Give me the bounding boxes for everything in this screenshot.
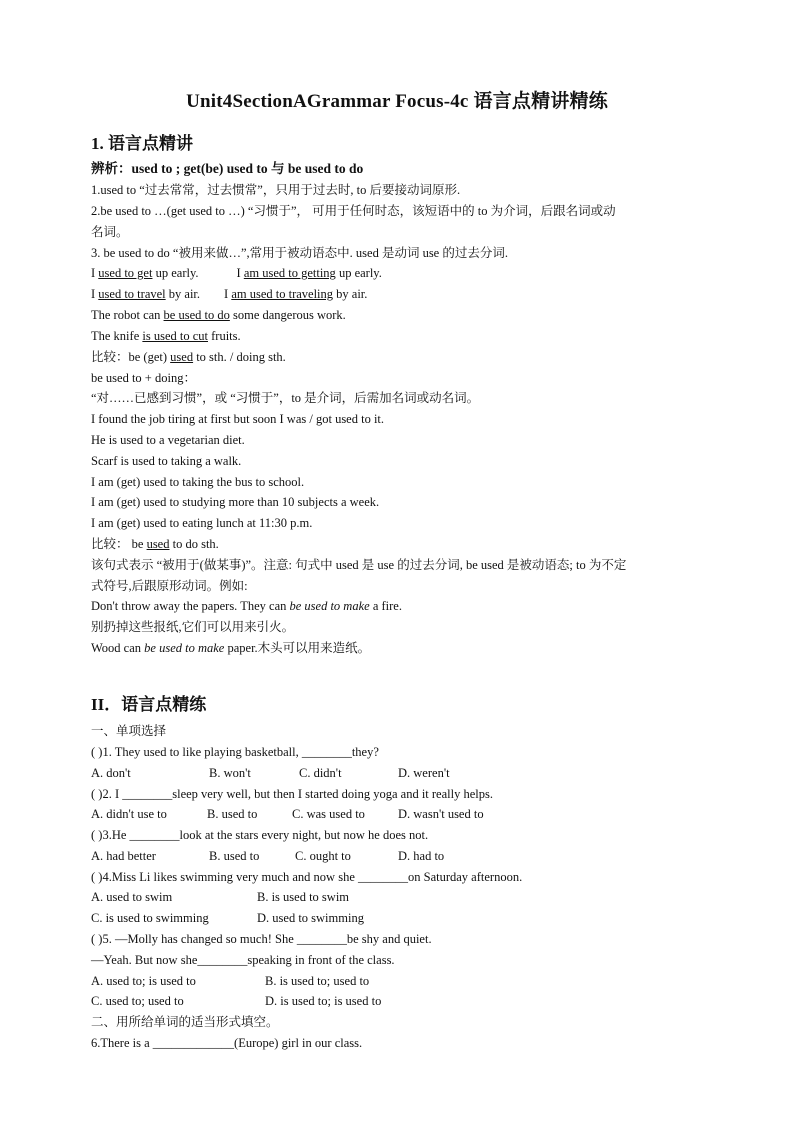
underlined-phrase: is used to cut	[142, 329, 208, 343]
part-heading: 二、用所给单词的适当形式填空。	[91, 1015, 279, 1029]
text: I	[91, 266, 99, 280]
text: up early.	[335, 266, 382, 280]
example-line	[91, 640, 370, 656]
text: I	[91, 287, 99, 301]
question-1: ( )1. They used to like playing basketball, ________they?	[91, 745, 379, 759]
text: some dangerous work.	[229, 308, 346, 322]
text: I	[224, 287, 232, 301]
underlined-phrase: be used to do	[163, 308, 230, 322]
option-b: B. is used to; used to	[265, 974, 370, 988]
option-d: D. is used to; is used to	[265, 994, 382, 1008]
text: Don't throw away the papers. They can	[91, 599, 290, 613]
option-c: C. was used to	[292, 807, 365, 821]
option-a: A. used to; is used to	[91, 974, 196, 988]
italic-phrase: be used to make	[144, 641, 225, 655]
underlined-phrase: used to travel	[98, 287, 166, 301]
text: 比较：be (get)	[91, 350, 171, 364]
point-2: 2.be used to …(get used to …) “习惯于”， 可用于任何时态，该短语中的 to 为介词，后跟名词或动	[91, 204, 616, 218]
comparison-note-cont: 式符号,后跟原形动词。例如:	[91, 579, 248, 593]
part-heading: 一、单项选择	[91, 724, 167, 738]
option-d: D. weren't	[398, 766, 450, 780]
option-d: D. wasn't used to	[398, 807, 484, 821]
page-title: Unit4SectionAGrammar Focus-4c 语言点精讲精练	[186, 91, 608, 112]
example-translation: 别扔掉这些报纸,它们可以用来引火。	[91, 620, 295, 634]
text: by air.	[165, 287, 201, 301]
option-a: A. had better	[91, 849, 156, 863]
question-2: ( )2. I ________sleep very well, but then I started doing yoga and it really helps.	[91, 787, 493, 801]
sentence: Scarf is used to taking a walk.	[91, 454, 242, 468]
text: a fire.	[369, 599, 402, 613]
text: up early.	[152, 266, 199, 280]
example-line	[91, 286, 367, 302]
underlined-phrase: used	[146, 537, 170, 551]
text: 比较： be	[91, 537, 147, 551]
comparison-note: “对……已感到习惯”，或 “习惯于”，to 是介词，后需加名词或动名词。	[91, 391, 480, 405]
example-line	[91, 328, 241, 344]
italic-phrase: be used to make	[289, 599, 370, 613]
comparison-line	[91, 536, 219, 552]
sentence: I am (get) used to taking the bus to school.	[91, 475, 305, 489]
text: Wood can	[91, 641, 145, 655]
sentence: He is used to a vegetarian diet.	[91, 433, 245, 447]
subheading: 辨析：used to ; get(be) used to 与 be used to do	[91, 161, 364, 176]
question-5: ( )5. —Molly has changed so much! She ________be shy and quiet.	[91, 932, 432, 946]
option-d: D. had to	[398, 849, 445, 863]
section-heading-1: 1. 语言点精讲	[91, 134, 193, 153]
section-heading-2: II．语言点精练	[91, 695, 207, 714]
option-c: C. used to; used to	[91, 994, 184, 1008]
text: I	[236, 266, 244, 280]
text: fruits.	[208, 329, 241, 343]
comparison-formula: be used to + doing：	[91, 371, 196, 385]
point-3: 3. be used to do “被用来做…”,常用于被动语态中. used 是动词 use 的过去分词.	[91, 246, 508, 260]
option-b: B. used to	[209, 849, 260, 863]
question-4: ( )4.Miss Li likes swimming very much and now she ________on Saturday afternoon.	[91, 870, 523, 884]
text: The robot can	[91, 308, 164, 322]
point-1: 1.used to “过去常常，过去惯常”，只用于过去时, to 后要接动词原形.	[91, 183, 461, 197]
text: The knife	[91, 329, 143, 343]
option-a: A. didn't use to	[91, 807, 167, 821]
point-2-cont: 名词。	[91, 225, 129, 239]
underlined-phrase: used	[170, 350, 194, 364]
option-c: C. is used to swimming	[91, 911, 209, 925]
underlined-phrase: am used to getting	[243, 266, 336, 280]
text: by air.	[333, 287, 368, 301]
option-a: A. don't	[91, 766, 131, 780]
option-d: D. used to swimming	[257, 911, 364, 925]
option-b: B. used to	[207, 807, 258, 821]
fill-question-6: 6.There is a _____________(Europe) girl in our class.	[91, 1036, 363, 1050]
text: to sth. / doing sth.	[193, 350, 286, 364]
example-line	[91, 265, 382, 281]
question-3: ( )3.He ________look at the stars every night, but now he does not.	[91, 828, 429, 842]
underlined-phrase: am used to traveling	[231, 287, 334, 301]
option-c: C. ought to	[295, 849, 351, 863]
option-b: B. is used to swim	[257, 890, 350, 904]
sentence: I found the job tiring at first but soon I was / got used to it.	[91, 412, 385, 426]
comparison-line	[91, 349, 286, 365]
example-line	[91, 598, 402, 614]
option-c: C. didn't	[299, 766, 342, 780]
option-b: B. won't	[209, 766, 251, 780]
sentence: I am (get) used to eating lunch at 11:30 p.m.	[91, 516, 313, 530]
underlined-phrase: used to get	[98, 266, 153, 280]
question-5-reply: —Yeah. But now she________speaking in front of the class.	[91, 953, 395, 967]
sentence: I am (get) used to studying more than 10 subjects a week.	[91, 495, 380, 509]
text: to do sth.	[169, 537, 219, 551]
comparison-note: 该句式表示 “被用于(做某事)”。注意: 句式中 used 是 use 的过去分词, be used 是被动语态; to 为不定	[91, 558, 627, 572]
option-a: A. used to swim	[91, 890, 173, 904]
text: paper.木头可以用来造纸。	[224, 641, 371, 655]
example-line	[91, 307, 346, 323]
